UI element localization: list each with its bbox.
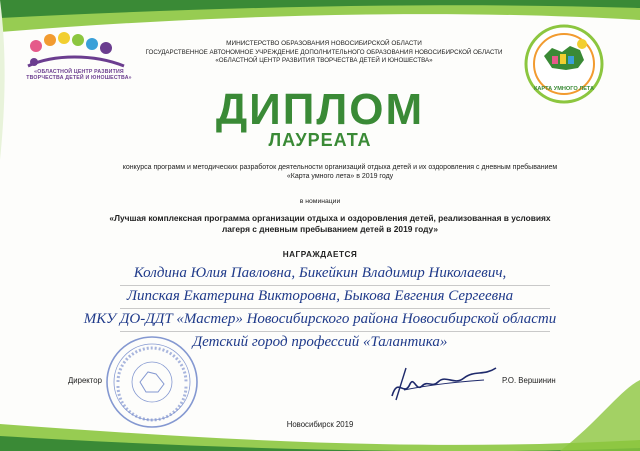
center-name: «ОБЛАСТНОЙ ЦЕНТР РАЗВИТИЯ ТВОРЧЕСТВА ДЕТЕЙ И ЮНОШЕСТВА»: [215, 57, 433, 64]
contest-line-2: «Карта умного лета» в 2019 году: [286, 173, 394, 181]
divider: [120, 331, 550, 332]
director-label: Директор: [68, 376, 102, 385]
nomination-label: в номинации: [299, 198, 341, 205]
city-year: Новосибирск 2019: [286, 420, 354, 429]
recipient-line-3: МКУ ДО-ДДТ «Мастер» Новосибирского района Новосибирской области: [83, 311, 557, 327]
divider: [120, 308, 550, 309]
official-stamp-icon: [104, 334, 200, 430]
nomination-line-1: «Лучшая комплексная программа организации отдыха и оздоровления детей, реализованная в условиях: [109, 213, 551, 223]
institution-name: ГОСУДАРСТВЕННОЕ АВТОНОМНОЕ УЧРЕЖДЕНИЕ ДОПОЛНИТЕЛЬНОГО ОБРАЗОВАНИЯ НОВОСИБИРСКОЙ ОБЛАСТИ: [145, 48, 503, 56]
issuer-header: [128, 40, 520, 65]
director-name: Р.О. Вершинин: [502, 376, 556, 385]
handwritten-signature-icon: [384, 356, 504, 406]
ocrtdu-logo-icon: [14, 26, 134, 72]
award-label: НАГРАЖДАЕТСЯ: [282, 250, 358, 259]
recipient-line-4: Детский город профессий «Талантика»: [192, 334, 448, 350]
recipient-line-1: Колдина Юлия Павловна, Бикейкин Владимир Николаевич,: [133, 265, 507, 281]
divider: [120, 285, 550, 286]
smart-summer-map-logo-text: КАРТА УМНОГО ЛЕТА: [533, 86, 595, 92]
ocrtdu-logo-text: «ОБЛАСТНОЙ ЦЕНТР РАЗВИТИЯ ТВОРЧЕСТВА ДЕТЕЙ И ЮНОШЕСТВА»: [26, 69, 132, 81]
diploma-subtitle: ЛАУРЕАТА: [268, 130, 372, 150]
nomination-line-2: лагеря с дневным пребыванием детей в 2019 году»: [221, 223, 439, 234]
recipient-line-2: Липская Екатерина Викторовна, Быкова Евгения Сергеевна: [126, 288, 514, 304]
diploma-title: ДИПЛОМ: [215, 85, 425, 134]
contest-description: [60, 163, 620, 181]
nomination-title: [40, 213, 620, 235]
contest-line-1: конкурса программ и методических разработок деятельности организаций отдыха детей и их оздоровления с дневным пребыванием: [122, 164, 558, 171]
ministry-name: МИНИСТЕРСТВО ОБРАЗОВАНИЯ НОВОСИБИРСКОЙ ОБЛАСТИ: [226, 40, 422, 47]
ocrtdu-logo: [14, 26, 134, 96]
